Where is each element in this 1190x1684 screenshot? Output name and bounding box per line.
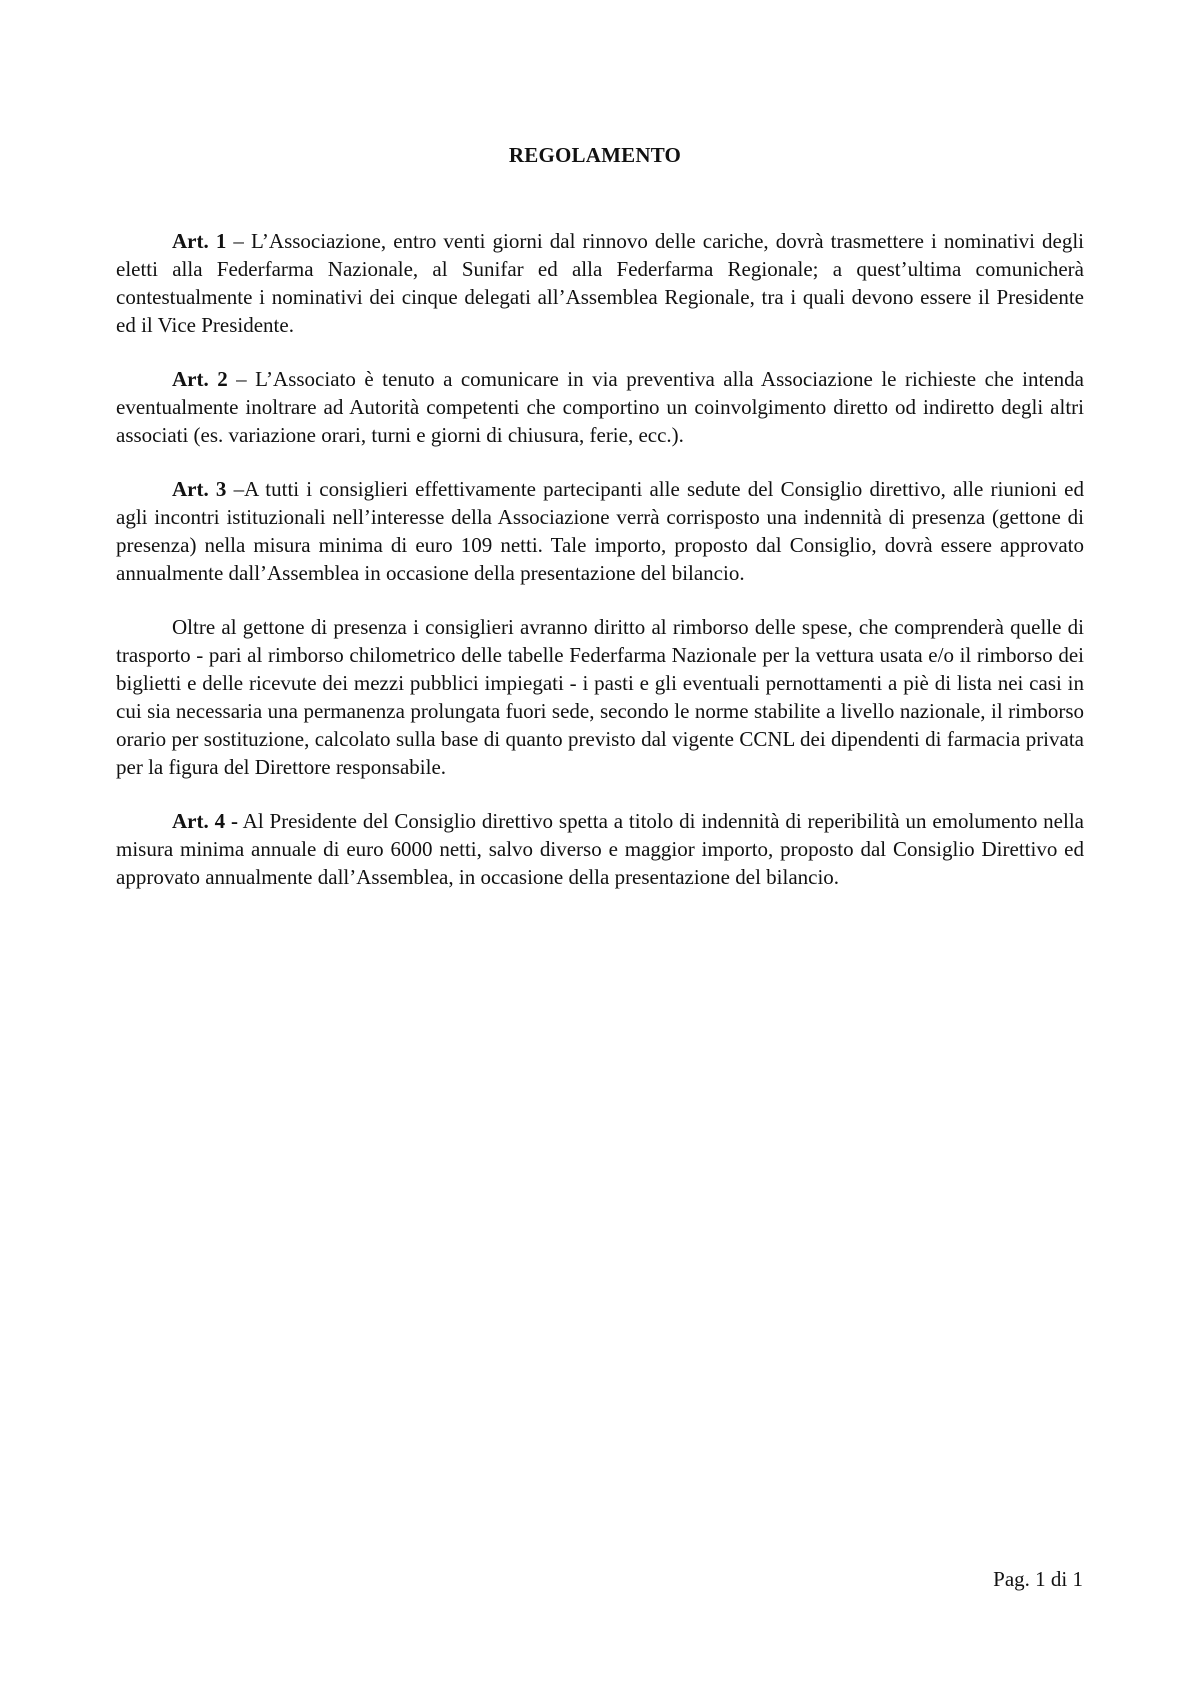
article-4-label: Art. 4 - [172,809,238,833]
article-3-continuation-text: Oltre al gettone di presenza i consiglieri avranno diritto al rimborso delle spese, che comprenderà quelle di trasporto - pari al rimborso chilometrico delle tabelle Federfarma Nazionale per la vettura usata e/o il rimborso dei biglietti e delle ricevute dei mezzi pubblici impiegati - i pasti e gli eventuali pernottamenti a piè di lista nei casi in cui sia necessaria una permanenza prolungata fuori sede, secondo le norme stabilite a livello nazionale, il rimborso orario per sostituzione, calcolato sulla base di quanto previsto dal vigente CCNL dei dipendenti di farmacia privata per la figura del Direttore responsabile. [116,615,1084,779]
article-4-text: Al Presidente del Consiglio direttivo spetta a titolo di indennità di reperibilità un emolumento nella misura minima annuale di euro 6000 netti, salvo diverso e maggior importo, proposto dal Consiglio Direttivo ed approvato annualmente dall’Assemblea, in occasione della presentazione del bilancio. [116,809,1084,889]
article-3-text: –A tutti i consiglieri effettivamente partecipanti alle sedute del Consiglio direttivo, alle riunioni ed agli incontri istituzionali nell’interesse della Associazione verrà corrisposto una indennità di presenza (gettone di presenza) nella misura minima di euro 109 netti. Tale importo, proposto dal Consiglio, dovrà essere approvato annualmente dall’Assemblea in occasione della presentazione del bilancio. [116,477,1085,585]
article-3 [116,475,1084,587]
article-2-text: – L’Associato è tenuto a comunicare in via preventiva alla Associazione le richieste che intenda eventualmente inoltrare ad Autorità competenti che comportino un coinvolgimento diretto od indiretto degli altri associati (es. variazione orari, turni e giorni di chiusura, ferie, ecc.). [116,367,1084,447]
article-3-label: Art. 3 [172,477,227,501]
article-4 [116,807,1084,891]
article-1 [116,227,1084,339]
article-1-label: Art. 1 [172,229,227,253]
article-2-label: Art. 2 [172,367,228,391]
page-number: Pag. 1 di 1 [993,1567,1083,1591]
document-body [116,227,1084,917]
article-1-text: – L’Associazione, entro venti giorni dal rinnovo delle cariche, dovrà trasmettere i nominativi degli eletti alla Federfarma Nazionale, al Sunifar ed alla Federfarma Regionale; a quest’ultima comunicherà contestualmente i nominativi dei cinque delegati all’Assemblea Regionale, tra i quali devono essere il Presidente ed il Vice Presidente. [116,229,1085,337]
article-3-continuation [116,613,1084,781]
article-2 [116,365,1084,449]
page-title: REGOLAMENTO [508,143,682,167]
